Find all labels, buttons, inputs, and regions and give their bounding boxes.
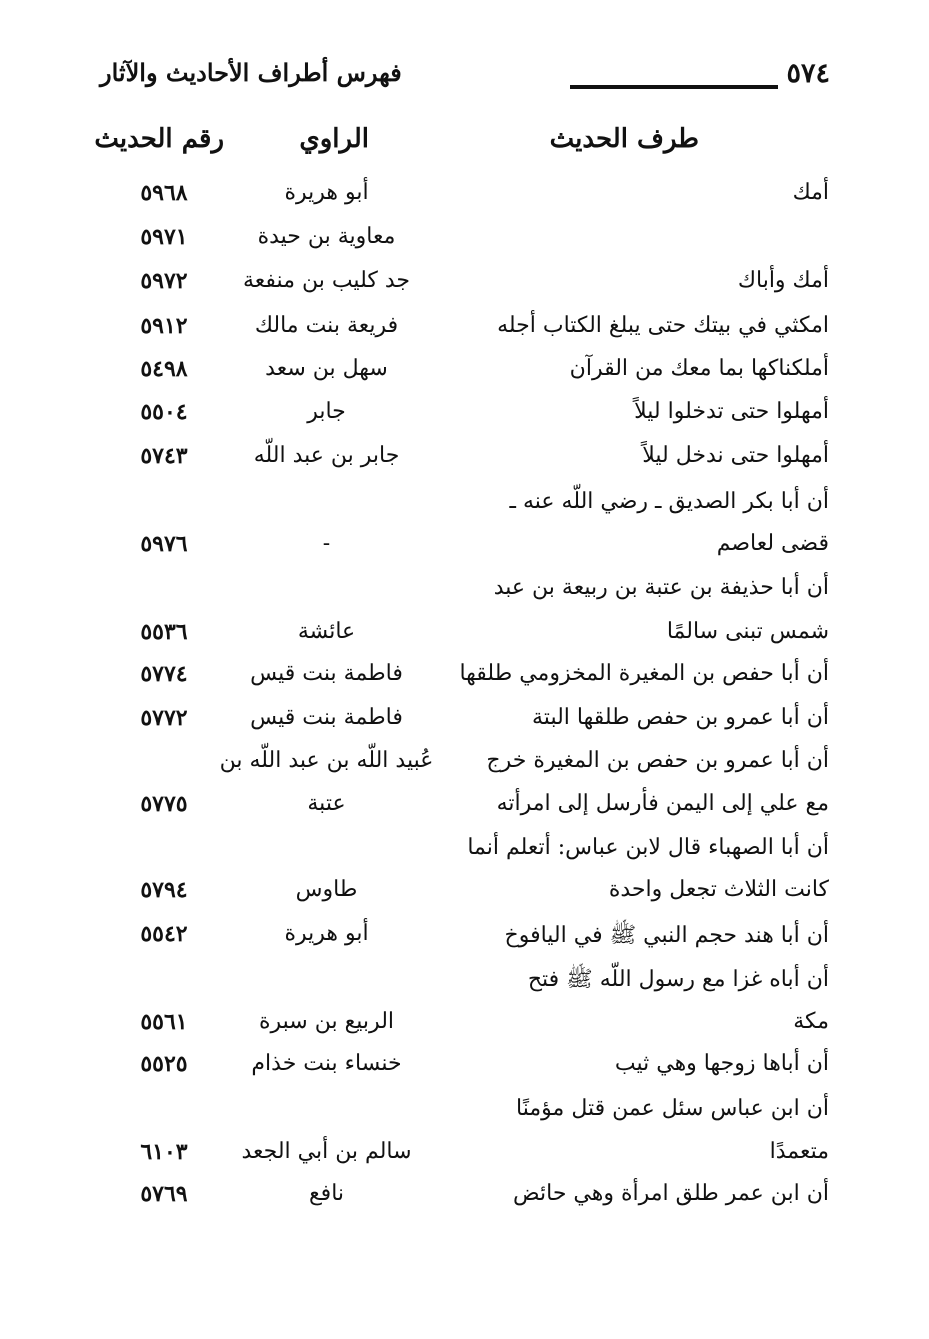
- table-row: [109, 619, 829, 663]
- hadith-excerpt: أن أبا عمرو بن حفص بن المغيرة خرج: [486, 748, 829, 773]
- narrator-name: فاطمة بنت قيس: [250, 661, 403, 686]
- hadith-number: ٥٥٤٢: [140, 921, 188, 947]
- table-row: [109, 1181, 829, 1225]
- hadith-number: ٥٥٢٥: [140, 1051, 188, 1077]
- hadith-excerpt: أملكناكها بما معك من القرآن: [569, 356, 829, 381]
- hadith-excerpt: شمس تبنى سالمًا: [666, 619, 829, 644]
- hadith-excerpt: أمك: [792, 180, 829, 205]
- hadith-excerpt: قضى لعاصم: [716, 531, 829, 556]
- running-title: فهرس أطراف الأحاديث والآثار: [100, 58, 402, 87]
- hadith-excerpt: أن أبا بكر الصديق ـ رضي اللّه عنه ـ: [509, 489, 829, 514]
- narrator-name: نافع: [308, 1181, 345, 1206]
- table-row: [109, 877, 829, 921]
- column-header-narrator: الراوي: [299, 124, 369, 154]
- narrator-name: جابر: [307, 399, 346, 424]
- table-row: [109, 489, 829, 533]
- narrator-name: فريعة بنت مالك: [254, 313, 399, 338]
- hadith-number: ٥٧٧٢: [140, 705, 188, 731]
- hadith-excerpt: أن أباها زوجها وهي ثيب: [614, 1051, 829, 1076]
- narrator-name: عائشة: [297, 619, 356, 644]
- narrator-name: الربيع بن سبرة: [258, 1009, 395, 1034]
- hadith-number: ٥٥٠٤: [140, 399, 188, 425]
- page-number: ٥٧٤: [786, 58, 830, 89]
- hadith-number: ٥٧٧٤: [140, 661, 188, 687]
- table-row: [109, 575, 829, 619]
- narrator-name: أبو هريرة: [284, 180, 369, 205]
- table-row: [109, 748, 829, 792]
- hadith-excerpt: مكة: [793, 1009, 829, 1034]
- hadith-excerpt: أن أباه غزا مع رسول اللّه ﷺ فتح: [527, 967, 829, 992]
- hadith-excerpt: أن أبا عمرو بن حفص طلقها البتة: [532, 705, 829, 730]
- table-row: [109, 224, 829, 268]
- hadith-number: ٥٧٩٤: [140, 877, 188, 903]
- narrator-name: معاوية بن حيدة: [257, 224, 396, 249]
- table-row: [109, 921, 829, 965]
- hadith-number: ٥٩٧١: [140, 224, 188, 250]
- table-row: [109, 705, 829, 749]
- table-row: [109, 965, 829, 1009]
- narrator-name: فاطمة بنت قيس: [250, 705, 403, 730]
- table-row: [109, 791, 829, 835]
- column-header-hadith: طرف الحديث: [549, 124, 699, 154]
- narrator-name: عتبة: [307, 791, 346, 816]
- hadith-number: ٥٧٧٥: [140, 791, 188, 817]
- narrator-name: طاوس: [295, 877, 358, 902]
- hadith-excerpt: أمهلوا حتى تدخلوا ليلاً: [634, 399, 829, 424]
- header-rule: [570, 85, 778, 89]
- table-row: [109, 661, 829, 705]
- table-row: [109, 268, 829, 312]
- table-row: [109, 835, 829, 879]
- hadith-number: ٥٩١٢: [140, 313, 188, 339]
- narrator-name: خنساء بنت خذام: [251, 1051, 402, 1076]
- table-row: [109, 356, 829, 400]
- hadith-excerpt: أن ابن عباس سئل عمن قتل مؤمنًا: [516, 1096, 829, 1121]
- page-header: [100, 58, 830, 98]
- table-row: [109, 399, 829, 443]
- table-row: [109, 180, 829, 224]
- table-row: [109, 1051, 829, 1095]
- hadith-number: ٥٩٦٨: [140, 180, 188, 206]
- hadith-number: ٥٩٧٢: [140, 268, 188, 294]
- narrator-name: سالم بن أبي الجعد: [241, 1139, 412, 1164]
- table-row: [109, 443, 829, 487]
- hadith-number: ٦١٠٣: [140, 1139, 188, 1165]
- column-header-number: رقم الحديث: [94, 124, 224, 154]
- table-row: [109, 1096, 829, 1140]
- narrator-name: سهل بن سعد: [265, 356, 388, 381]
- table-row: [109, 313, 829, 357]
- hadith-excerpt: مع علي إلى اليمن فأرسل إلى امرأته: [496, 791, 829, 816]
- hadith-excerpt: متعمدًا: [769, 1139, 829, 1164]
- table-row: [109, 1139, 829, 1183]
- hadith-excerpt: أن ابن عمر طلق امرأة وهي حائض: [513, 1181, 829, 1206]
- hadith-number: ٥٤٩٨: [140, 356, 188, 382]
- hadith-number: ٥٧٤٣: [140, 443, 188, 469]
- hadith-number: ٥٧٦٩: [140, 1181, 188, 1207]
- hadith-number: ٥٥٦١: [140, 1009, 188, 1035]
- narrator-name: -: [322, 531, 331, 556]
- hadith-excerpt: أن أبا الصهباء قال لابن عباس: أتعلم أنما: [467, 835, 829, 860]
- hadith-excerpt: امكثي في بيتك حتى يبلغ الكتاب أجله: [497, 313, 829, 338]
- hadith-excerpt: كانت الثلاث تجعل واحدة: [608, 877, 829, 902]
- hadith-excerpt: أن أبا حفص بن المغيرة المخزومي طلقها: [459, 661, 829, 686]
- table-row: [109, 531, 829, 575]
- hadith-excerpt: أن أبا حذيفة بن عتبة بن ربيعة بن عبد: [493, 575, 829, 600]
- hadith-excerpt: أمهلوا حتى ندخل ليلاً: [642, 443, 829, 468]
- hadith-number: ٥٩٧٦: [140, 531, 188, 557]
- table-row: [109, 1009, 829, 1053]
- hadith-number: ٥٥٣٦: [140, 619, 188, 645]
- narrator-name: عُبيد اللّه بن عبد اللّه بن: [219, 748, 434, 773]
- narrator-name: جابر بن عبد اللّه: [253, 443, 400, 468]
- hadith-excerpt: أن أبا هند حجم النبي ﷺ في اليافوخ: [504, 923, 829, 948]
- narrator-name: جد كليب بن منفعة: [243, 268, 410, 293]
- hadith-excerpt: أمك وأباك: [737, 268, 829, 293]
- narrator-name: أبو هريرة: [284, 921, 369, 946]
